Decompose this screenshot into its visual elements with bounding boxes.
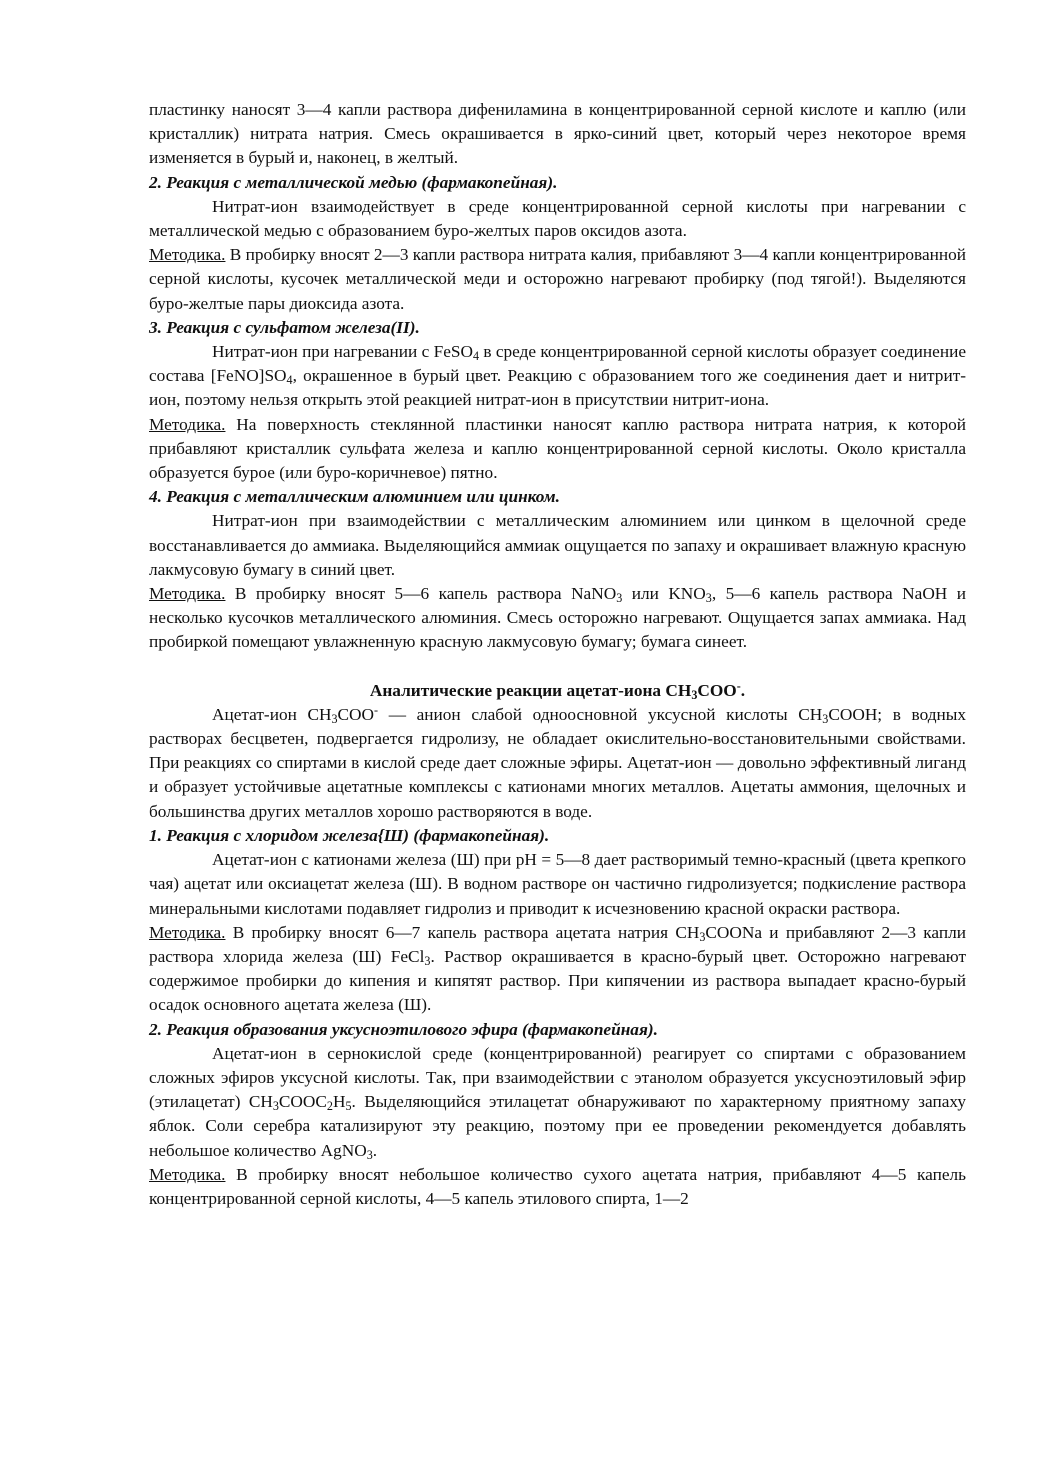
method-iron-sulfate: Методика. На поверхность стеклянной пластинки наносят каплю раствора нитрата натрия, к которой прибавляют кристаллик сульфата железа и каплю концентрированной серной кислоты. Около кристалла образуется бурое (или буро-коричневое) пятно. bbox=[149, 414, 966, 483]
paragraph-ferric-chloride-description: Ацетат-ион с катионами железа (Ш) при рН = 5—8 дает растворимый темно-красный (цвета крепкого чая) ацетат или оксиацетат железа (Ш). В водном растворе он частично гидролизуется; подкисление раствора минеральными кислотами подавляет гидролиз и приводит к исчезновению красной окраски раствора. bbox=[149, 850, 966, 918]
paragraph-aluminium-description: Нитрат-ион при взаимодействии с металлическим алюминием или цинком в щелочной среде восстанавливается до аммиака. Выделяющийся аммиак ощущается по запаху и окрашивает влажную красную лакмусовую бумагу в синий цвет. bbox=[149, 511, 966, 579]
method-copper: Методика. В пробирку вносят 2—3 капли раствора нитрата калия, прибавляют 3—4 капли концентрированной серной кислоты, кусочек металлической меди и осторожно нагревают пробирку (под тягой!). Выделяются буро-желтые пары диоксида азота. bbox=[149, 245, 967, 313]
method-label: Методика. bbox=[149, 584, 226, 604]
paragraph-ethyl-acetate-description: Ацетат-ион в сернокислой среде (концентрированной) реагирует со спиртами с образованием сложных эфиров уксусной кислоты. Так, при взаимодействии с этанолом образуется уксусноэтиловый эфир (этилацетат) $CH_3COOC_2H_5$. Выделяющийся этилацетат обнаруживают по характерному приятному запаху яблок. Соли серебра катализируют эту реакцию, поэтому при ее проведении рекомендуется добавлять небольшое количество AgNO$_3$. bbox=[149, 1043, 966, 1162]
heading-ferric-chloride-reaction: 1. Реакция с хлоридом железа{Ш) (фармакопейная). bbox=[149, 825, 550, 845]
heading-iron-sulfate-reaction: 3. Реакция с сульфатом железа(II). bbox=[149, 317, 420, 337]
heading-copper-reaction: 2. Реакция с металлической медью (фармакопейная). bbox=[149, 172, 558, 192]
method-label: Методика. bbox=[149, 245, 226, 265]
method-label: Методика. bbox=[149, 1164, 226, 1184]
method-aluminium: Методика. В пробирку вносят 5—6 капель раствора NaNO$_3$ или $KNO_3$, 5—6 капель раствора NaOH и несколько кусочков металлического алюминия. Смесь осторожно нагревают. Ощущается запах аммиака. Над пробиркой помещают увлажненную красную лакмусовую бумагу; бумага синеет. bbox=[149, 584, 967, 652]
paragraph-acetate-description: Ацетат-ион $CH_3COO^-$ — анион слабой одноосновной уксусной кислоты $CH_3COOH$; в водных растворах бесцветен, подвергается гидролизу, не обладает окислительно-восстановительными свойствами. При реакциях со спиртами в кислой среде дает сложные эфиры. Ацетат-ион — довольно эффективный лиганд и образует устойчивые ацетатные комплексы с катионами многих металлов. Ацетаты аммония, щелочных и большинства других металлов хорошо растворяются в воде. bbox=[149, 702, 966, 821]
heading-aluminium-reaction: 4. Реакция с металлическим алюминием или цинком. bbox=[149, 487, 560, 507]
method-ferric-chloride: Методика. В пробирку вносят 6—7 капель раствора ацетата натрия $CH_3COONa$ и прибавляют 2—3 капли раствора хлорида железа (Ш) FeCl$_3$. Раствор окрашивается в красно-бурый цвет. Осторожно нагревают содержимое пробирки до кипения и кипятят раствор. При кипячении из раствора выпадает красно-бурый осадок основного ацетата железа (Ш). bbox=[149, 922, 966, 1015]
method-label: Методика. bbox=[149, 414, 226, 434]
method-ethyl-acetate: Методика. В пробирку вносят небольшое количество сухого ацетата натрия, прибавляют 4—5 капель концентрированной серной кислоты, 4—5 капель этилового спирта, 1—2 bbox=[149, 1164, 966, 1208]
paragraph-diphenylamine-continuation: пластинку наносят 3—4 капли раствора дифениламина в концентрированной серной кислоте и каплю (или кристаллик) нитрата натрия. Смесь окрашивается в ярко-синий цвет, который через некоторое время изменяется в бурый и, наконец, в желтый. bbox=[149, 100, 966, 168]
paragraph-copper-description: Нитрат-ион взаимодействует в среде концентрированной серной кислоты при нагревании с металлической медью с образованием буро-желтых паров оксидов азота. bbox=[149, 196, 966, 241]
method-label: Методика. bbox=[149, 922, 226, 942]
section-title-acetate: Аналитические реакции ацетат-иона $CH_3COO^-$. bbox=[369, 678, 746, 702]
document-page bbox=[149, 98, 966, 1211]
heading-ethyl-acetate-reaction: 2. Реакция образования уксусноэтилового эфира (фармакопейная). bbox=[149, 1019, 658, 1039]
paragraph-iron-sulfate-description: Нитрат-ион при нагревании с FeSO$_4$ в среде концентрированной серной кислоты образует соединение состава $[FeNO]SO_4$, окрашенное в бурый цвет. Реакцию с образованием того же соединения дает и нитрит-ион, поэтому нельзя открыть этой реакцией нитрат-ион в присутствии нитрит-иона. bbox=[149, 342, 966, 410]
